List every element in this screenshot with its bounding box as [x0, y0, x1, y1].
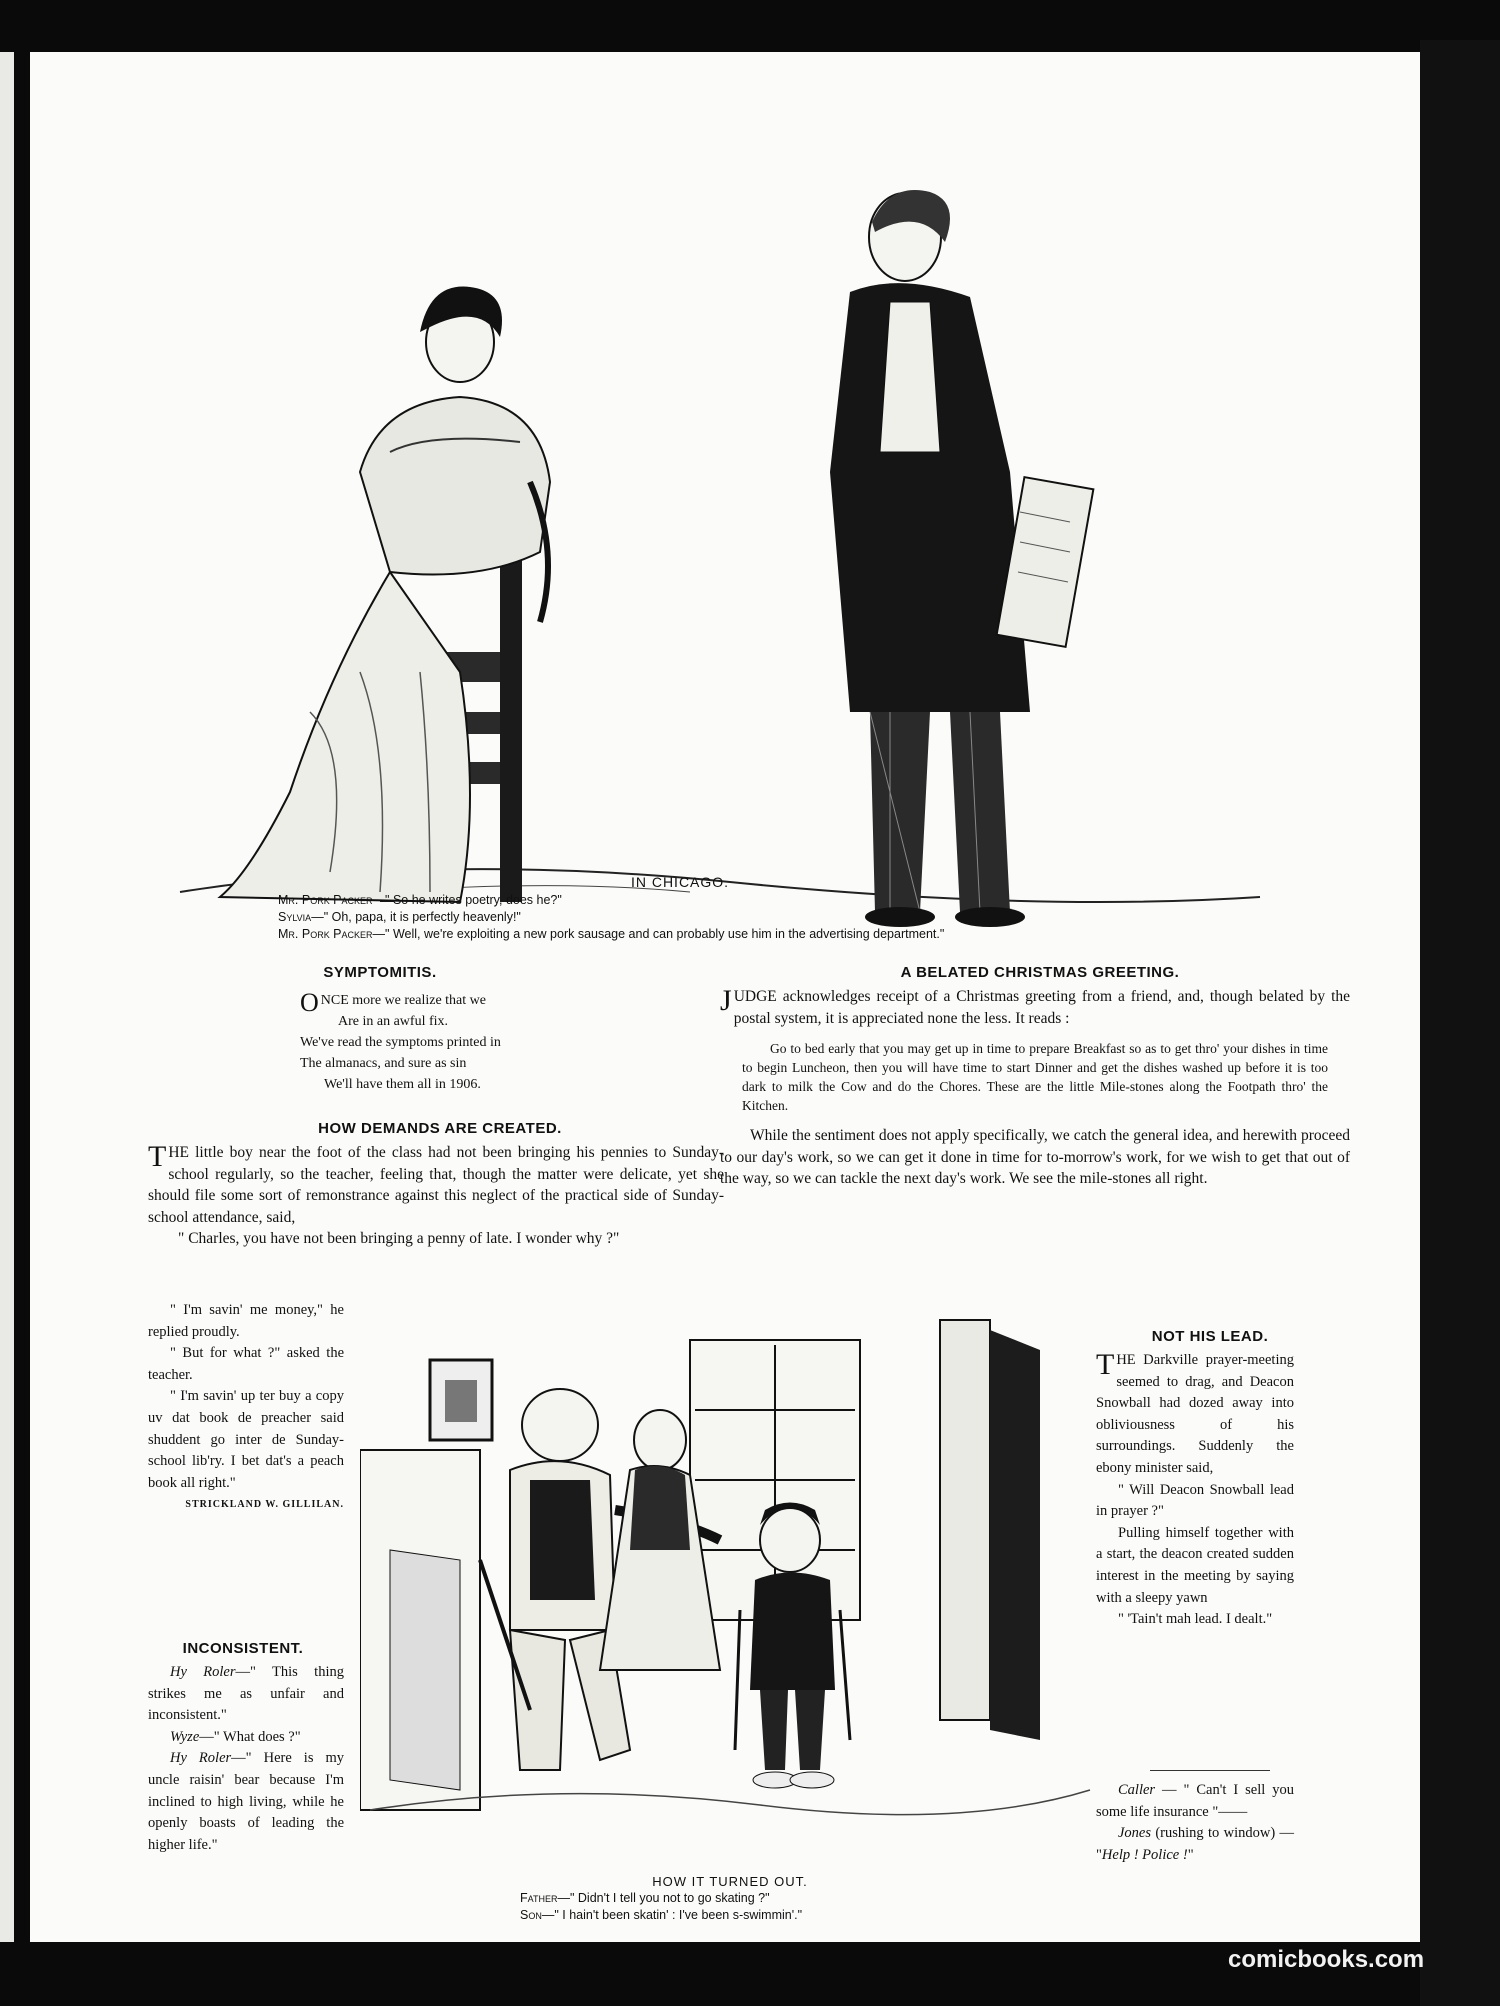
symptomitis-poem [300, 990, 620, 1095]
not-his-lead-text [1096, 1350, 1294, 1631]
belated-text [720, 986, 1350, 1190]
paragraph: THE Darkville prayer-meeting seemed to drag, and Deacon Snowball had dozed away into obliviousness of his surroundings. Suddenly the ebony minister said, [1096, 1348, 1294, 1476]
caption-line: Father—" Didn't I tell you not to go skating ?" [520, 1891, 770, 1905]
paragraph: Jones (rushing to window) — "Help ! Police !" [1096, 1825, 1294, 1863]
caption-line: Mr. Pork Packer—" So he writes poetry, does he?" [278, 893, 562, 907]
paragraph: Hy Roler—" Here is my uncle raisin' bear because I'm inclined to high living, while he openly boasts of leading the higher life." [148, 1750, 345, 1853]
not-his-lead-heading: NOT HIS LEAD. [1151, 1328, 1269, 1345]
paragraph: " I'm savin' up ter buy a copy uv dat book de preacher said shuddent go inter de Sunday-school lib'ry. I bet dat's a peach book all right." [148, 1388, 344, 1491]
paragraph: THE little boy near the foot of the class had not been bringing his pennies to Sunday-school regularly, so the teacher, feeling that, though the matter were delicate, yet she should file some sort of remonstrance against this neglect of the practical side of Sunday-school attendance, said, [148, 1140, 724, 1226]
paragraph: " 'Tain't mah lead. I dealt." [1118, 1611, 1273, 1628]
page-edge-left [0, 52, 14, 1942]
caption-line: Sylvia—" Oh, papa, it is perfectly heavenly!" [278, 910, 521, 924]
how-it-turned-out-illustration [360, 1310, 1100, 1860]
poem-line: Are in an awful fix. [338, 1014, 449, 1029]
demands-text [148, 1142, 724, 1250]
demands-heading: HOW DEMANDS ARE CREATED. [318, 1120, 562, 1137]
quoted-greeting: Go to bed early that you may get up in time to prepare Breakfast so as to get thro' your dishes in time to begin Luncheon, then you will have time to start Dinner and get the dishes washed up before it is too dark to milk the Cow and do the Chores. These are the little Mile-stones along the Footpath thro' the Kitchen. [742, 1041, 1328, 1113]
insurance-joke [1096, 1780, 1294, 1866]
magazine-page [30, 52, 1420, 1942]
paragraph: " But for what ?" asked the teacher. [148, 1345, 344, 1383]
in-chicago-title: IN CHICAGO. [630, 874, 730, 890]
poem-line: ONCE more we realize that we [300, 988, 486, 1017]
how-it-turned-out-title: HOW IT TURNED OUT. [652, 1874, 808, 1889]
inconsistent-heading: INCONSISTENT. [182, 1640, 304, 1657]
belated-heading: A BELATED CHRISTMAS GREETING. [900, 964, 1180, 981]
paragraph: Caller — " Can't I sell you some life insurance "—— [1096, 1782, 1294, 1820]
paragraph: " Will Deacon Snowball lead in prayer ?" [1096, 1481, 1294, 1520]
caption-line: Mr. Pork Packer—" Well, we're exploiting a new pork sausage and can probably use him in the advertising department." [278, 927, 945, 941]
symptomitis-heading: SYMPTOMITIS. [323, 964, 437, 981]
site-watermark: comicbooks.com [1228, 1946, 1425, 1973]
in-chicago-illustration [130, 152, 1280, 932]
poem-line: The almanacs, and sure as sin [300, 1056, 467, 1071]
paragraph: Pulling himself together with a start, the deacon created sudden interest in the meeting by saying with a sleepy yawn [1096, 1524, 1294, 1606]
paragraph: JUDGE acknowledges receipt of a Christmas greeting from a friend, and, though belated by the postal system, it is appreciated none the less. It reads : [720, 984, 1350, 1027]
paragraph: " I'm savin' me money," he replied proudly. [148, 1302, 344, 1340]
in-chicago-caption [278, 892, 1278, 943]
divider-rule [1150, 1770, 1270, 1771]
demands-continued [148, 1300, 344, 1516]
page-edge-right [1420, 40, 1500, 2006]
inconsistent-text [148, 1662, 344, 1856]
poem-line: We've read the symptoms printed in [300, 1035, 501, 1050]
poem-line: We'll have them all in 1906. [324, 1077, 481, 1092]
paragraph: While the sentiment does not apply specifically, we catch the general idea, and herewith proceed to our day's work, so we can get it done in time for to-morrow's work, for we wish to get that out of the way, so we can tackle the next day's work. We see the mile-stones all right. [720, 1127, 1350, 1187]
paragraph: Hy Roler—" This thing strikes me as unfair and inconsistent." [148, 1664, 344, 1724]
signature: STRICKLAND W. GILLILAN. [185, 1499, 344, 1511]
paragraph: Wyze—" What does ?" [170, 1728, 301, 1745]
how-it-turned-out-caption [520, 1890, 980, 1924]
paragraph: " Charles, you have not been bringing a penny of late. I wonder why ?" [178, 1230, 620, 1247]
caption-line: Son—" I hain't been skatin' : I've been s-swimmin'." [520, 1908, 803, 1922]
